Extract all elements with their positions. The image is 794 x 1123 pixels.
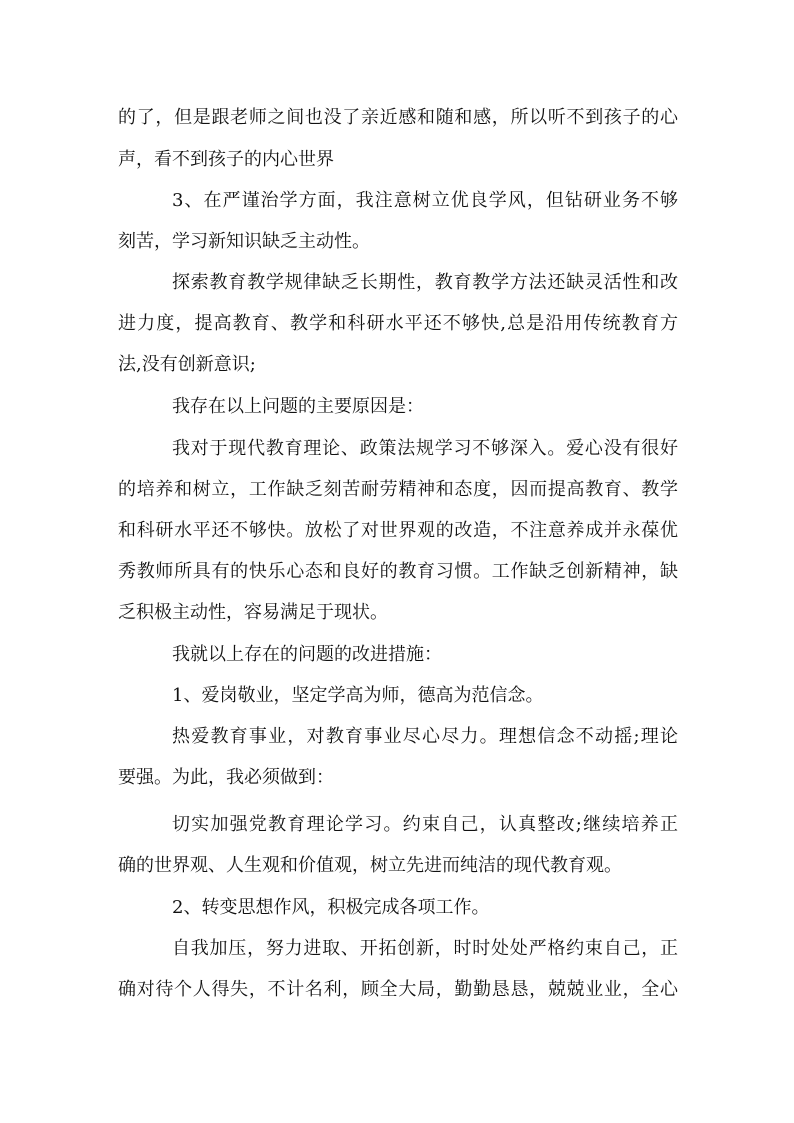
text-line: 切实加强党教育理论学习。约束自己，认真整改;继续培养正 bbox=[172, 814, 678, 835]
text-line: 法,没有创新意识; bbox=[118, 354, 256, 375]
text-line: 热爱教育事业，对教育事业尽心尽力。理想信念不动摇;理论 bbox=[172, 726, 678, 747]
text-line: 探索教育教学规律缺乏长期性，教育教学方法还缺灵活性和改 bbox=[172, 272, 678, 293]
text-line: 3、在严谨治学方面，我注意树立优良学风，但钻研业务不够 bbox=[172, 190, 678, 211]
text-line: 声，看不到孩子的内心世界 bbox=[118, 149, 334, 170]
text-line: 我对于现代教育理论、政策法规学习不够深入。爱心没有很好 bbox=[172, 438, 678, 459]
text-line: 的培养和树立，工作缺乏刻苦耐劳精神和态度，因而提高教育、教学 bbox=[118, 479, 678, 500]
text-line: 1、爱岗敬业，坚定学高为师，德高为范信念。 bbox=[172, 685, 544, 706]
text-line: 我就以上存在的问题的改进措施： bbox=[172, 644, 442, 665]
text-line: 的了，但是跟老师之间也没了亲近感和随和感，所以听不到孩子的心 bbox=[118, 107, 678, 128]
text-line: 2、转变思想作风，积极完成各项工作。 bbox=[172, 897, 490, 918]
text-line: 确的世界观、人生观和价值观，树立先进而纯洁的现代教育观。 bbox=[118, 855, 622, 876]
text-line: 要强。为此，我必须做到： bbox=[118, 767, 334, 788]
text-line: 我存在以上问题的主要原因是： bbox=[172, 396, 424, 417]
text-line: 进力度，提高教育、教学和科研水平还不够快,总是沿用传统教育方 bbox=[118, 313, 678, 334]
text-line: 乏积极主动性，容易满足于现状。 bbox=[118, 602, 388, 623]
text-line: 和科研水平还不够快。放松了对世界观的改造，不注意养成并永葆优 bbox=[118, 520, 678, 541]
text-line: 自我加压，努力进取、开拓创新，时时处处严格约束自己，正 bbox=[172, 938, 678, 959]
text-line: 确对待个人得失，不计名利，顾全大局，勤勤恳恳，兢兢业业，全心 bbox=[118, 979, 678, 1000]
text-line: 刻苦，学习新知识缺乏主动性。 bbox=[118, 231, 370, 252]
text-line: 秀教师所具有的快乐心态和良好的教育习惯。工作缺乏创新精神，缺 bbox=[118, 561, 678, 582]
